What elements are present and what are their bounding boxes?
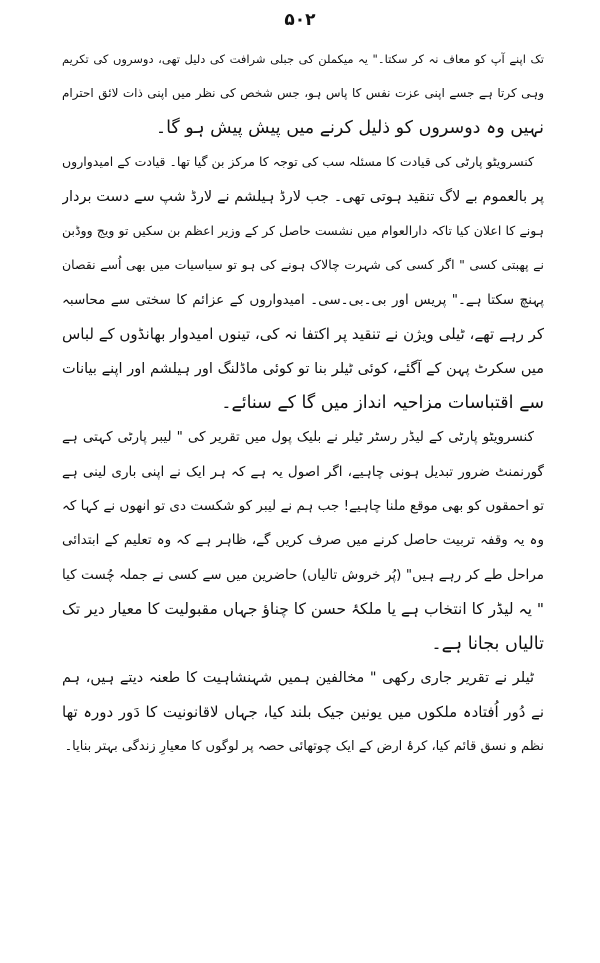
- text-line: نے پھبتی کسی " اگر کسی کی شہرت چالاک ہونے کی ہو تو سیاسیات میں بھی اُسے نقصان: [62, 257, 544, 273]
- text-line: پر بالعموم بے لاگ تنقید ہوتی تھی۔ جب لارڈ ہیلشم نے لارڈ شپ سے دست بردار: [62, 188, 544, 205]
- text-line: تو احمقوں کو بھی موقع ملنا چاہیے! جب ہم نے لیبر کو شکست دی تو انھوں نے کہا کہ: [62, 498, 544, 515]
- text-line: نہیں وہ دوسروں کو ذلیل کرنے میں پیش پیش ہو گا۔: [155, 117, 544, 138]
- text-line: پہنچ سکتا ہے۔" پریس اور بی۔بی۔سی۔ امیدواروں کے عزائم کا سختی سے محاسبہ: [62, 291, 544, 308]
- text-line: مراحل طے کر رہے ہیں" (پُر خروش تالیاں) حاضرین میں سے کسی نے جملہ چُست کیا: [62, 566, 544, 583]
- text-line: ہونے کا اعلان کیا تاکہ دارالعوام میں نشست حاصل کر کے وزیر اعظم بن سکیں تو ویج ووڈبن: [62, 222, 544, 238]
- text-line: وہ یہ وقفہ تربیت حاصل کرنے میں صرف کریں گے، ظاہر ہے کہ وہ تعلیم کے ابتدائی: [62, 532, 544, 549]
- page-number: ۵۰۲: [284, 10, 316, 30]
- text-line: سے اقتباسات مزاحیہ انداز میں گا کے سنائے۔: [221, 392, 544, 413]
- text-line: ٹیلر نے تقریر جاری رکھی " مخالفین ہمیں شہنشاہیت کا طعنہ دیتے ہیں، ہم: [62, 670, 534, 687]
- text-line: کر رہے تھے، ٹیلی ویژن نے تنقید پر اکتفا نہ کی، تینوں امیدوار بھانڈوں کے لباس: [62, 325, 544, 344]
- text-line: تالیاں بجانا ہے۔: [431, 633, 544, 654]
- text-line: گورنمنٹ ضرور تبدیل ہونی چاہیے، اگر اصول یہ ہے کہ ہر ایک نے اپنی باری لینی ہے: [62, 463, 544, 480]
- text-line: نے دُور اُفتادہ ملکوں میں یونین جیک بلند کیا، جہاں لاقانونیت کا دَور دورہ تھا: [62, 703, 544, 722]
- text-line: " یہ لیڈر کا انتخاب ہے یا ملکۂ حسن کا چناؤ جہاں مقبولیت کا معیار دیر تک: [62, 600, 544, 619]
- text-line: وہی کرتا ہے جسے اپنی عزت نفس کا پاس ہو، جس شخص کی نظر میں اپنی ذات لائق احترام: [62, 86, 544, 101]
- text-line: نظم و نسق قائم کیا، کرۂ ارض کے ایک چوتھائی حصہ پر لوگوں کا معیارِ زندگی بہتر بنایا۔: [64, 738, 544, 754]
- text-line: کنسرویٹو پارٹی کے لیڈر رسٹر ٹیلر نے بلیک پول میں تقریر کی " لیبر پارٹی کہتی ہے: [62, 429, 534, 446]
- body-text: [62, 42, 544, 764]
- text-line: میں سکرٹ پہن کے آگئے، کوئی ٹیلر بنا تو کوئی ماڈلنگ اور ہیلشم اور اپنے بیانات: [62, 360, 544, 377]
- text-line: تک اپنے آپ کو معاف نہ کر سکتا۔" یہ میکملن کی جبلی شرافت کی دلیل تھی، دوسروں کی تکریم: [62, 52, 544, 66]
- text-line: کنسرویٹو پارٹی کی قیادت کا مسئلہ سب کی توجہ کا مرکز بن گیا تھا۔ قیادت کے امیدواروں: [62, 154, 534, 170]
